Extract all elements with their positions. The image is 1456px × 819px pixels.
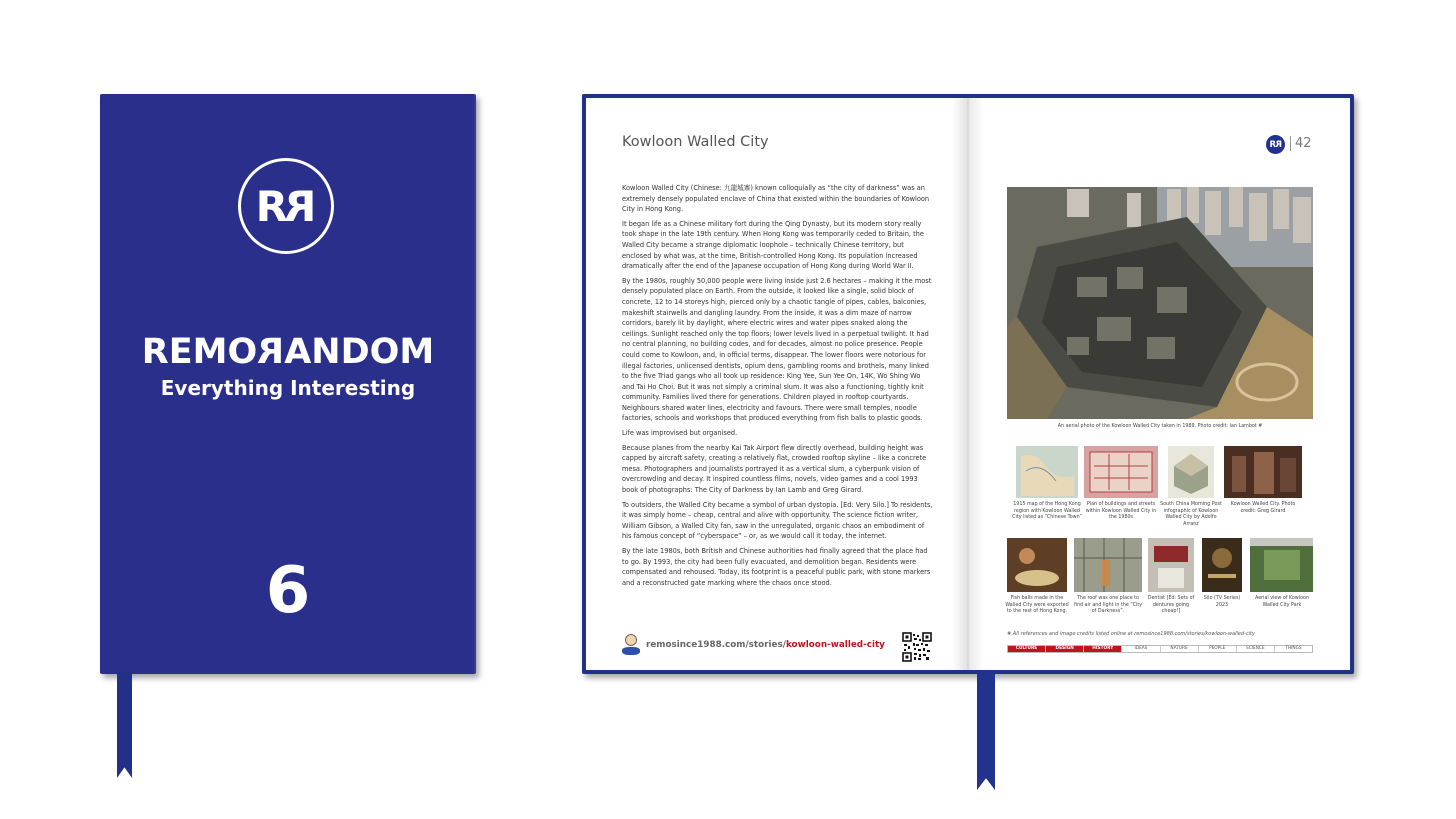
qr-code-icon[interactable]: [902, 632, 932, 662]
dentist-thumb[interactable]: [1148, 538, 1194, 592]
logo-letter-r-mirrored: R: [286, 181, 317, 231]
mascot-icon: [622, 634, 640, 656]
thumb-caption: Kowloon Walled City. Photo credit: Greg Girard: [1230, 502, 1296, 514]
fish-balls-thumb[interactable]: [1007, 538, 1067, 592]
thumb-caption: Plan of buildings and streets within Kowloon Walled City in the 1980s: [1085, 502, 1157, 521]
references-note: # All references and image credits listed online at remosince1988.com/stories/kowloon-walled-city: [1007, 631, 1255, 637]
article-body: [622, 183, 934, 592]
logo-letter-r-mirrored: R: [1275, 139, 1282, 150]
category-tags: [1007, 645, 1313, 653]
tag-people[interactable]: PEOPLE: [1199, 646, 1237, 652]
paragraph: It began life as a Chinese military fort during the Qing Dynasty, but its modern story really took shape in the late 19th century. When Hong Kong was temporarily ceded to Britain, the Walled City became a strange diplomatic loophole – technically Chinese territory, but enclosed by what was, at the time, British-controlled Hong Kong. Its population increased dramatically after the end of the Japanese occupation of Hong Kong during World War II.: [622, 219, 924, 271]
right-page: [968, 98, 1350, 670]
tag-things[interactable]: THINGS: [1285, 646, 1302, 651]
plan-thumb[interactable]: [1084, 446, 1158, 498]
story-url-row[interactable]: [622, 634, 885, 656]
map-1915-thumb[interactable]: [1016, 446, 1078, 498]
rr-logo: [238, 158, 334, 254]
cover-title-mirrored-letter: R: [257, 332, 285, 372]
rooftop-thumb[interactable]: [1074, 538, 1142, 592]
cover-subtitle: Everything Interesting: [160, 376, 416, 400]
paragraph: By the 1980s, roughly 50,000 people were living inside just 2.6 hectares – making it the most densely populated place on Earth. From the outside, it looked like a single, solid block of concrete, 12 to 14 storeys high, pierced only by a chaotic tangle of pipes, cables, balconies, makeshift stairwells and dangling laundry. From the inside, it was a dim maze of narrow corridors, barely lit by daylight, where electric wires and water pipes snaked along the ceilings. Sunlight reached only the top floors; lower levels lived in a perpetual twilight. It had no central planning, no building codes, and for decades, almost no police presence. People could come to Kowloon, and, in official terms, disappear. The lower floors were notorious for illegal factories, unlicensed dentists, opium dens, gambling rooms and brothels, many linked to the five Triad gangs who all took up residence: King Yee, Sun Yee On, 14K, Wo Shing Wo and Tai Ho Choi. But it was not simply a criminal slum. It was also a functioning, tightly knit community. Families lived there for generations. Children played in rooftop courtyards. Neighbours shared water lines, electricity and favours. There were small temples, noodle factories, schools and workshops that produced everything from fish balls to plastic goods.: [622, 276, 932, 423]
thumb-caption: Fish balls made in the Walled City were exported to the rest of Hong Kong.: [1005, 596, 1069, 615]
bookmark-ribbon: [977, 672, 995, 790]
cover-title-part: ANDOM: [284, 332, 435, 372]
tag-nature[interactable]: NATURE: [1161, 646, 1199, 652]
tag-history[interactable]: HISTORY: [1084, 646, 1122, 652]
issue-number: 6: [265, 554, 311, 628]
infographic-icon: [1168, 446, 1214, 498]
paragraph: Life was improvised but organised.: [622, 429, 738, 438]
paragraph: To outsiders, the Walled City became a symbol of urban dystopia. [Ed: Very Silo.] To residents, it was simply home – cheap, central and alive with opportunity. The science fiction writer, William Gibson, a Walled City fan, saw in the unregulated, organic chaos an embodiment of his famous concept of “cyberspace” – or, as we would call it today, the internet.: [622, 500, 933, 541]
tag-design[interactable]: DESIGN: [1046, 646, 1084, 652]
book-gutter: [952, 98, 984, 670]
open-book: [582, 94, 1354, 674]
left-page: [586, 98, 968, 670]
thumb-caption: Dentist [Ed: Sets of dentures going cheap!]: [1147, 596, 1195, 615]
infographic-thumb[interactable]: [1168, 446, 1214, 498]
silo-poster-icon: [1202, 538, 1242, 592]
main-photo-caption: An aerial photo of the Kowloon Walled City taken in 1989. Photo credit: Ian Lambot #: [1057, 424, 1263, 429]
rr-logo-small: [1266, 135, 1285, 154]
logo-letter-r: R: [1269, 139, 1276, 150]
cover-title: [100, 332, 476, 372]
thumb-caption: Aerial view of Kowloon Walled City Park: [1255, 596, 1309, 608]
url-base: remosince1988.com/stories/: [646, 640, 786, 650]
aerial-photo: [1007, 187, 1313, 419]
aerial-photo-image: [1007, 187, 1313, 419]
park-thumb[interactable]: [1250, 538, 1313, 592]
thumb-caption: 1915 map of the Hong Kong region with Kowloon Walled City listed as “Chinese Town”: [1012, 502, 1082, 521]
thumb-caption: The roof was one place to find air and light in the “City of Darkness”.: [1073, 596, 1143, 615]
logo-letter-r: R: [255, 181, 286, 231]
street-plan-icon: [1084, 446, 1158, 498]
cover-title-part: REMO: [141, 332, 258, 372]
greg-girard-thumb[interactable]: [1224, 446, 1302, 498]
paragraph: By the late 1980s, both British and Chinese authorities had finally agreed that the place had to go. By 1993, the city had been fully evacuated, and demolition began. Residents were compensated and rehoused. Today, its footprint is a peaceful public park, with stone markers and a reconstructed gate marking where the chaos once stood.: [622, 547, 931, 587]
dentist-icon: [1148, 538, 1194, 592]
thumb-caption: Silo (TV Series) 2023: [1203, 596, 1241, 608]
story-url[interactable]: [646, 640, 885, 650]
paragraph: Because planes from the nearby Kai Tak Airport flew directly overhead, building height was capped by aircraft safety, creating a relatively flat, crowded rooftop skyline – like a concrete mesa. Photographers and journalists portrayed it as a vertical slum, a cyberpunk vision of overcrowding and decay. It inspired countless films, novels, video games and a cool 1993 book of photographs: The City of Darkness by Ian Lamb and Greg Girard.: [622, 443, 927, 495]
map-icon: [1016, 446, 1078, 498]
tag-ideas[interactable]: IDEAS: [1122, 646, 1160, 652]
fish-balls-icon: [1007, 538, 1067, 592]
page-number: 42: [1290, 136, 1312, 151]
silo-thumb[interactable]: [1202, 538, 1242, 592]
street-photo-icon: [1224, 446, 1302, 498]
page-title: Kowloon Walled City: [622, 134, 769, 150]
url-slug: kowloon-walled-city: [785, 640, 885, 650]
bookmark-ribbon: [117, 672, 132, 778]
thumb-caption: South China Morning Post infographic of Kowloon Walled City by Adolfo Arranz: [1160, 502, 1222, 527]
tag-science[interactable]: SCIENCE: [1237, 646, 1275, 652]
tag-culture[interactable]: CULTURE: [1008, 646, 1046, 652]
park-aerial-icon: [1250, 538, 1313, 592]
closed-book-cover[interactable]: [100, 94, 476, 674]
paragraph: Kowloon Walled City (Chinese: 九龍城寨) known colloquially as “the city of darkness” was an extremely densely populated enclave of China that existed within the boundaries of Kowloon City in Hong Kong.: [622, 184, 930, 214]
rooftop-icon: [1074, 538, 1142, 592]
